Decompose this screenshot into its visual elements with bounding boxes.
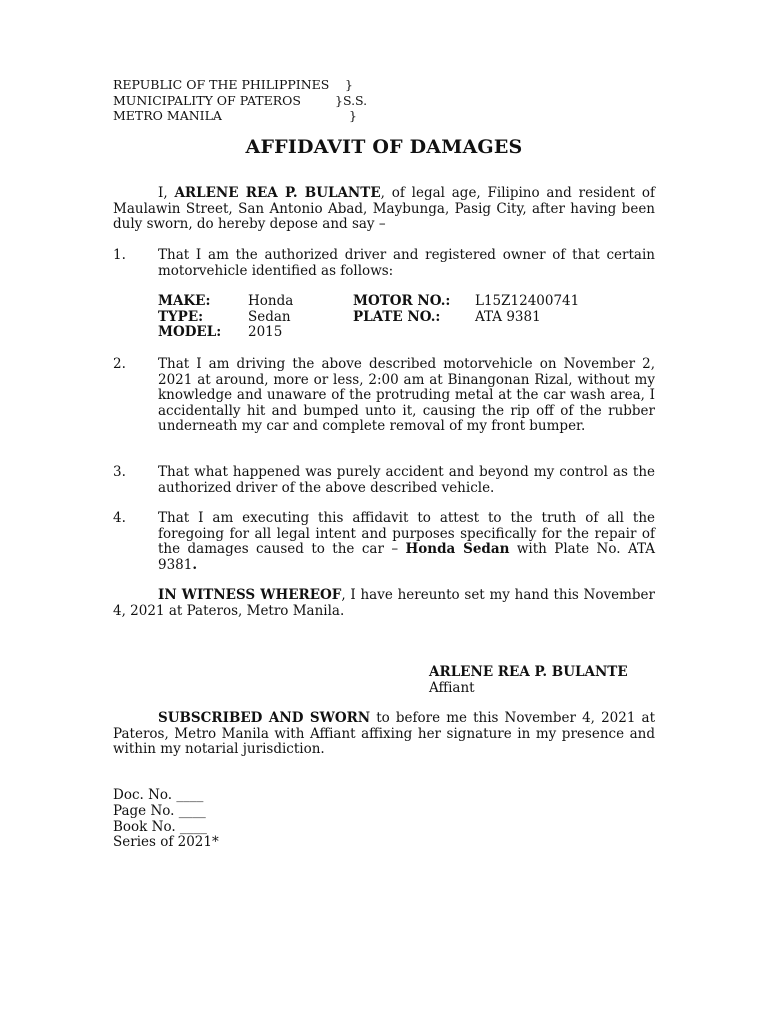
witness-heading: IN WITNESS WHEREOF [158, 587, 342, 603]
item-text: That I am the authorized driver and registered owner of that certain motorvehicle identified as follows: [158, 247, 655, 279]
make-label: MAKE: [158, 293, 211, 309]
book-number: Book No. ____ [113, 818, 207, 835]
plate-label: PLATE NO.: [353, 308, 441, 325]
venue-line-republic [113, 77, 353, 93]
doc-number: Doc. No. ____ [113, 787, 204, 803]
model-label: MODEL: [158, 324, 222, 340]
item-number: 1. [113, 247, 126, 263]
plate-value: ATA 9381 [475, 308, 541, 325]
venue-brace-1: } [345, 77, 353, 92]
witness-paragraph [113, 588, 655, 619]
affiant-name-intro: ARLENE REA P. BULANTE [174, 185, 381, 201]
vehicle-row-3 [158, 325, 618, 341]
motor-value: L15Z12400741 [475, 293, 580, 309]
affiant-name: ARLENE REA P. BULANTE [429, 664, 628, 680]
jurat-heading: SUBSCRIBED AND SWORN [158, 710, 371, 726]
motor-label: MOTOR NO.: [353, 293, 451, 309]
vehicle-row-1 [158, 294, 618, 310]
signature-block [429, 664, 628, 696]
item-4-text-pre: That I am executing this affidavit to attest to the truth of all the foregoing for all legal intent and purposes specifically for the repair of the damages caused to the car – [158, 510, 655, 557]
venue-line-metro [113, 108, 357, 124]
vehicle-details [158, 294, 618, 341]
item-4-text-post: with Plate No. ATA 9381 [158, 541, 655, 573]
item-text: That I am driving the above described motorvehicle on November 2, 2021 at around, more or less, 2:00 am at Binangonan Rizal, without my knowledge and unaware of the protruding metal at the car wash area, I accidentally hit and bumped unto it, causing the rip off of the rubber underneath my car and complete removal of my front bumper. [158, 356, 655, 434]
type-label: TYPE: [158, 308, 204, 325]
make-value: Honda [248, 293, 294, 309]
intro-post: , of legal age, Filipino and resident of Maulawin Street, San Antonio Abad, Maybunga, Pasig City, after having been duly sworn, do hereby depose and say – [113, 185, 655, 232]
venue-metro-manila: METRO MANILA [113, 108, 222, 123]
type-value: Sedan [248, 308, 291, 325]
item-text [158, 511, 655, 573]
item-number: 3. [113, 464, 126, 480]
venue-brace-3: } [349, 108, 357, 123]
document-title: AFFIDAVIT OF DAMAGES [245, 136, 523, 158]
intro-pre: I, [158, 185, 175, 201]
jurat-paragraph [113, 711, 655, 758]
intro-paragraph [113, 186, 655, 233]
item-4-period: . [192, 556, 198, 573]
jurat-text: to before me this November 4, 2021 at Pateros, Metro Manila with Affiant affixing her signature in my presence and within my notarial jurisdiction. [113, 710, 655, 757]
venue-line-municipality [113, 92, 368, 109]
notarial-register [113, 788, 219, 851]
vehicle-row-2 [158, 310, 618, 326]
item-number: 2. [113, 356, 126, 372]
item-4-car: Honda Sedan [405, 541, 510, 557]
venue-municipality: MUNICIPALITY OF PATEROS [113, 92, 301, 108]
item-text: That what happened was purely accident and beyond my control as the authorized driver of the above described vehicle. [158, 464, 655, 496]
venue-block [113, 77, 368, 124]
item-number: 4. [113, 510, 126, 526]
affiant-role: Affiant [429, 680, 475, 696]
series-year: Series of 2021* [113, 834, 219, 851]
venue-brace-ss: }S.S. [335, 92, 368, 108]
witness-text: , I have hereunto set my hand this November 4, 2021 at Pateros, Metro Manila. [113, 587, 656, 619]
model-value: 2015 [248, 324, 283, 340]
venue-republic: REPUBLIC OF THE PHILIPPINES [113, 77, 330, 92]
page-number: Page No. ____ [113, 802, 206, 819]
